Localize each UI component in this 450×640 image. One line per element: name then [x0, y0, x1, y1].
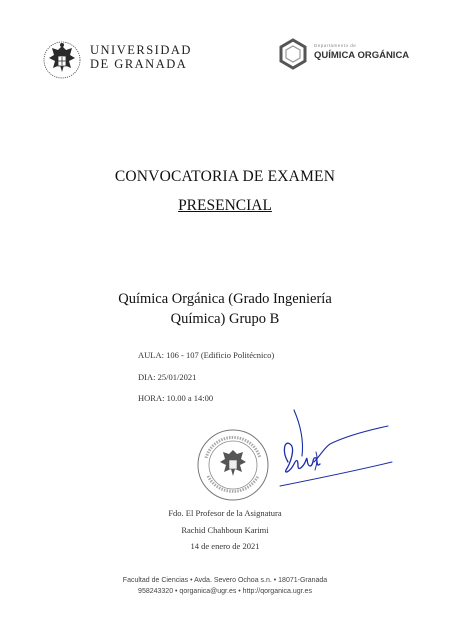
- course-subject-line2: Química) Grupo B: [170, 311, 280, 327]
- course-subject-line1: Química Orgánica (Grado Ingeniería: [118, 291, 332, 307]
- university-name: [90, 43, 192, 71]
- document-title: CONVOCATORIA DE EXAMEN: [114, 168, 336, 185]
- university-name-line1: UNIVERSIDAD: [90, 43, 192, 57]
- course-subject: [0, 289, 450, 329]
- department-title: QUÍMICA ORGÁNICA: [314, 50, 410, 61]
- footer-contact: 958243320 • qorganica@ugr.es • http://qorganica.ugr.es: [138, 588, 312, 595]
- university-crest-logo: [42, 38, 82, 82]
- official-stamp: [196, 428, 270, 502]
- exam-room-value: 106 - 107 (Edificio Politécnico): [163, 350, 275, 360]
- department-name: [314, 43, 409, 61]
- document-subtitle: PRESENCIAL: [178, 197, 272, 214]
- exam-date-value: 25/01/2021: [155, 372, 197, 382]
- hexagon-logo-icon: [278, 38, 308, 70]
- handwritten-signature: [260, 400, 400, 500]
- signer-role: Fdo. El Profesor de la Asignatura: [168, 508, 282, 518]
- exam-time-value: 10.00 a 14:00: [164, 393, 214, 403]
- exam-room-label: AULA:: [138, 350, 164, 360]
- university-name-line2: DE GRANADA: [90, 57, 188, 71]
- exam-date-label: DIA:: [138, 372, 156, 382]
- exam-date: [138, 372, 196, 382]
- department-label: Departamento de: [314, 43, 357, 48]
- exam-room: [138, 350, 274, 360]
- exam-time-label: HORA:: [138, 393, 165, 403]
- signature-date: 14 de enero de 2021: [190, 541, 260, 551]
- exam-time: [138, 393, 213, 403]
- footer-address: Facultad de Ciencias • Avda. Severo Ochoa s.n. • 18071-Granada: [122, 577, 328, 584]
- signer-name: Rachid Chahboun Karimi: [181, 525, 269, 535]
